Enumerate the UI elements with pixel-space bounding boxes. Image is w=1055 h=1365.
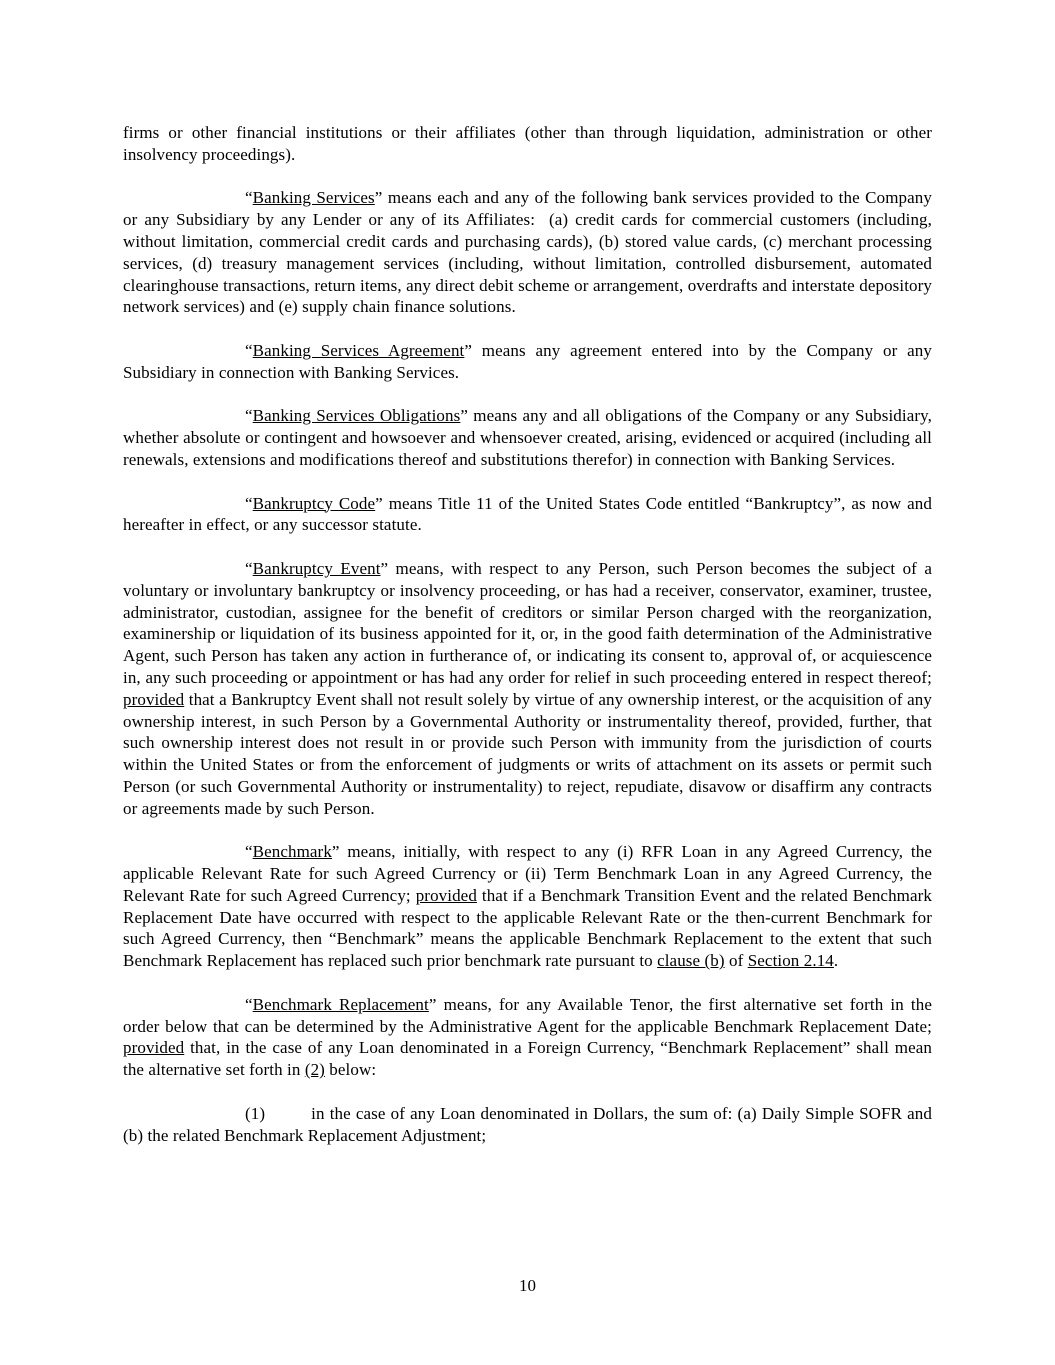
text-segment: “	[245, 994, 253, 1014]
text-segment: ” means each and any of the following bank services provided to the Company or any Subsidiary by any Lender or any of its Affiliates: (a) credit cards for commercial customers (including, without limitation, commercial credit cards and purchasing cards), (b) stored value cards, (c) merchant processing services, (d) treasury management services (including, without limitation, controlled disbursement, automated clearinghouse transactions, return items, any direct debit scheme or arrangement, overdrafts and interstate depository network services) and (e) supply chain finance solutions.	[123, 188, 932, 317]
text-segment: firms or other financial institutions or their affiliates (other than through liquidation, administration or other insolvency proceedings).	[123, 123, 932, 164]
defined-term: Bankruptcy Event	[252, 558, 381, 578]
text-segment: “	[245, 406, 253, 426]
text-segment: .	[833, 951, 839, 971]
defined-term: provided	[415, 885, 477, 905]
defined-term: provided	[123, 1038, 185, 1058]
text-segment: ” means Title 11 of the United States Code entitled “Bankruptcy”, as now and hereafter in effect, or any successor statute.	[123, 493, 932, 535]
defined-term: clause (b)	[657, 951, 725, 971]
defined-term: Benchmark Replacement	[252, 994, 429, 1014]
document-body	[123, 122, 932, 1168]
text-segment: of	[724, 951, 748, 971]
text-segment: ” means any agreement entered into by the Company or any Subsidiary in connection with Banking Services.	[123, 340, 932, 382]
defined-term: Section 2.14	[747, 951, 834, 971]
text-segment: (1) in the case of any Loan denominated in Dollars, the sum of: (a) Daily Simple SOFR and (b) the related Benchmark Replacement Adjustment;	[123, 1103, 932, 1145]
text-segment: below:	[324, 1060, 377, 1080]
paragraph	[123, 841, 932, 972]
text-segment: ” means, with respect to any Person, such Person becomes the subject of a voluntary or involuntary bankruptcy or insolvency proceeding, or has had a receiver, conservator, examiner, trustee, administrator, custodian, assignee for the benefit of creditors or similar Person charged with the reorganization, examinership or liquidation of its business appointed for it, or, in the good faith determination of the Administrative Agent, such Person has taken any action in furtherance of, or indicating its consent to, approval of, or acquiescence in, any such proceeding or appointment or has had any order for relief in such proceeding entered in respect thereof;	[123, 558, 932, 687]
text-segment: that, in the case of any Loan denominated in a Foreign Currency, “Benchmark Replacement” shall mean the alternative set forth in	[123, 1038, 932, 1080]
text-segment: “	[245, 188, 253, 208]
text-segment: “	[245, 493, 253, 513]
text-segment: ” means, initially, with respect to any (i) RFR Loan in any Agreed Currency, the applicable Relevant Rate for such Agreed Currency or (ii) Term Benchmark Loan in any Agreed Currency, the Relevant Rate for such Agreed Currency;	[123, 842, 932, 905]
paragraph	[123, 558, 932, 820]
paragraph	[123, 340, 932, 384]
text-segment: “	[245, 340, 253, 360]
text-segment: ” means, for any Available Tenor, the first alternative set forth in the order below that can be determined by the Administrative Agent for the applicable Benchmark Replacement Date;	[123, 994, 932, 1036]
defined-term: Bankruptcy Code	[252, 493, 376, 513]
defined-term: Benchmark	[252, 842, 332, 862]
paragraph	[123, 1103, 932, 1147]
page-number: 10	[519, 1276, 536, 1295]
text-segment: “	[245, 842, 253, 862]
paragraph	[123, 122, 932, 166]
defined-term: provided	[123, 689, 185, 709]
defined-term: Banking Services Obligations	[252, 406, 461, 426]
defined-term: Banking Services	[252, 188, 375, 208]
paragraph	[123, 994, 932, 1081]
text-segment: that if a Benchmark Transition Event and the related Benchmark Replacement Date have occurred with respect to the applicable Relevant Rate or the then-current Benchmark for such Agreed Currency, then “Benchmark” means the applicable Benchmark Replacement to the extent that such Benchmark Replacement has replaced such prior benchmark rate pursuant to	[123, 885, 933, 971]
paragraph	[123, 493, 932, 537]
defined-term: Banking Services Agreement	[252, 340, 465, 360]
text-segment: “	[245, 558, 253, 578]
text-segment: that a Bankruptcy Event shall not result solely by virtue of any ownership interest, or the acquisition of any ownership interest, in such Person by a Governmental Authority or instrumentality thereof, provided, further, that such ownership interest does not result in or provide such Person with immunity from the jurisdiction of courts within the United States or from the enforcement of judgments or writs of attachment on its assets or permit such Person (or such Governmental Authority or instrumentality) to reject, repudiate, disavow or disaffirm any contracts or agreements made by such Person.	[123, 689, 932, 818]
paragraph	[123, 405, 932, 470]
text-segment: ” means any and all obligations of the Company or any Subsidiary, whether absolute or contingent and howsoever and whensoever created, arising, evidenced or acquired (including all renewals, extensions and modifications thereof and substitutions therefor) in connection with Banking Services.	[123, 406, 932, 469]
defined-term: (2)	[304, 1060, 325, 1080]
paragraph	[123, 187, 932, 318]
